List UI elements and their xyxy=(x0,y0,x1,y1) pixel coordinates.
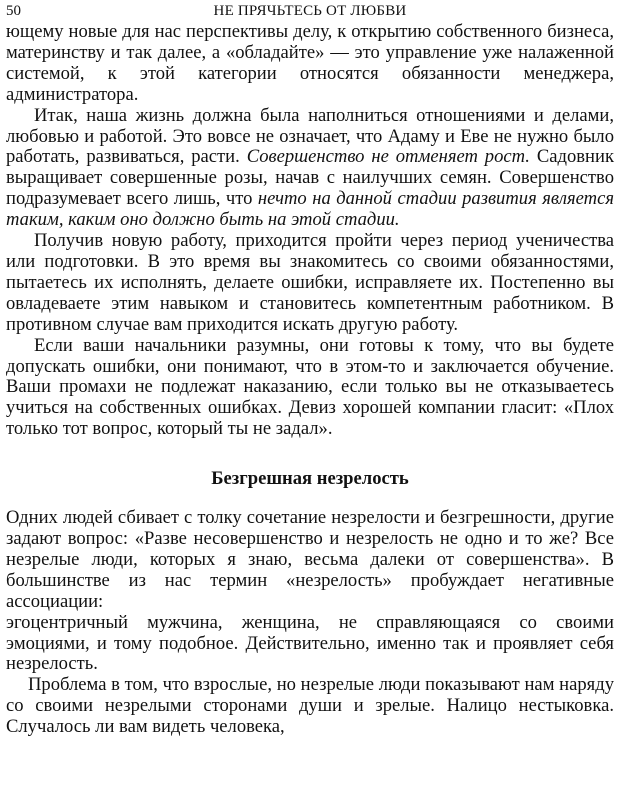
paragraph-2-italic-a: Совершенство не отменяет рост. xyxy=(246,146,530,168)
page-number: 50 xyxy=(6,3,21,19)
section-paragraph-3: Проблема в том, что взрослые, но незрелые люди показывают нам наряду со своими незрелыми сторонами души и зрелые. Налицо нестыковка. Случалось ли вам видеть человека, xyxy=(6,674,614,738)
paragraph-4 xyxy=(6,336,614,441)
body-text xyxy=(6,22,614,738)
book-page xyxy=(6,0,614,738)
paragraph-2 xyxy=(6,106,614,231)
running-title: НЕ ПРЯЧЬТЕСЬ ОТ ЛЮБВИ xyxy=(213,3,407,19)
paragraph-1-text: ющему новые для нас перспективы делу, к открытию собственного бизнеса, материнству и так далее, а «обладайте» — это управление уже налаженной системой, к этой категории относятся обязанности менеджера, администратора. xyxy=(6,21,614,105)
section-body xyxy=(6,508,614,738)
paragraph-1 xyxy=(6,22,614,106)
paragraph-2-text-b: Садовник выращивает совершенные розы, начав с наилучших семян. Совершенство подразумевает всего лишь, что xyxy=(6,146,614,210)
running-header xyxy=(6,0,614,22)
paragraph-2-italic-b: нечто на данной стадии развития является таким, каким оно должно быть на этой стадии. xyxy=(6,188,614,231)
section-paragraph-1: Одних людей сбивает с толку сочетание незрелости и безгрешности, другие задают вопрос: «Разве несовершенство и незрелость не одно и то же? Все незрелые люди, которых я знаю, весьма далеки от совершенства». В большинстве из нас термин «незрелость» пробуждает негативные ассоциации: xyxy=(6,507,614,612)
paragraph-3-text: Получив новую работу, приходится пройти через период ученичества или подготовки. В это время вы знакомитесь со своими обязанностями, пытаетесь их исполнять, делаете ошибки, исправляете их. Постепенно вы овладеваете этим навыком и становитесь компетентным работником. В противном случае вам приходится искать другую работу. xyxy=(6,230,614,335)
section-heading: Безгрешная незрелость xyxy=(211,468,409,490)
paragraph-2-text-a: Итак, наша жизнь должна была наполниться отношениями и делами, любовью и работой. Это вовсе не означает, что Адаму и Еве не нужно было работать, развиваться, расти. xyxy=(6,104,614,168)
section-paragraph-2: эгоцентричный мужчина, женщина, не справляющаяся со своими эмоциями, и тому подобное. Действительно, именно так и проявляет себя незрелость. xyxy=(6,611,614,675)
paragraph-4-text: Если ваши начальники разумны, они готовы к тому, что вы будете допускать ошибки, они понимают, что в этом-то и заключается обучение. Ваши промахи не подлежат наказанию, если только вы не отказываетесь учиться на собственных ошибках. Девиз хорошей компании гласит: «Плох только тот вопрос, который ты не задал». xyxy=(6,334,614,440)
paragraph-3 xyxy=(6,231,614,336)
